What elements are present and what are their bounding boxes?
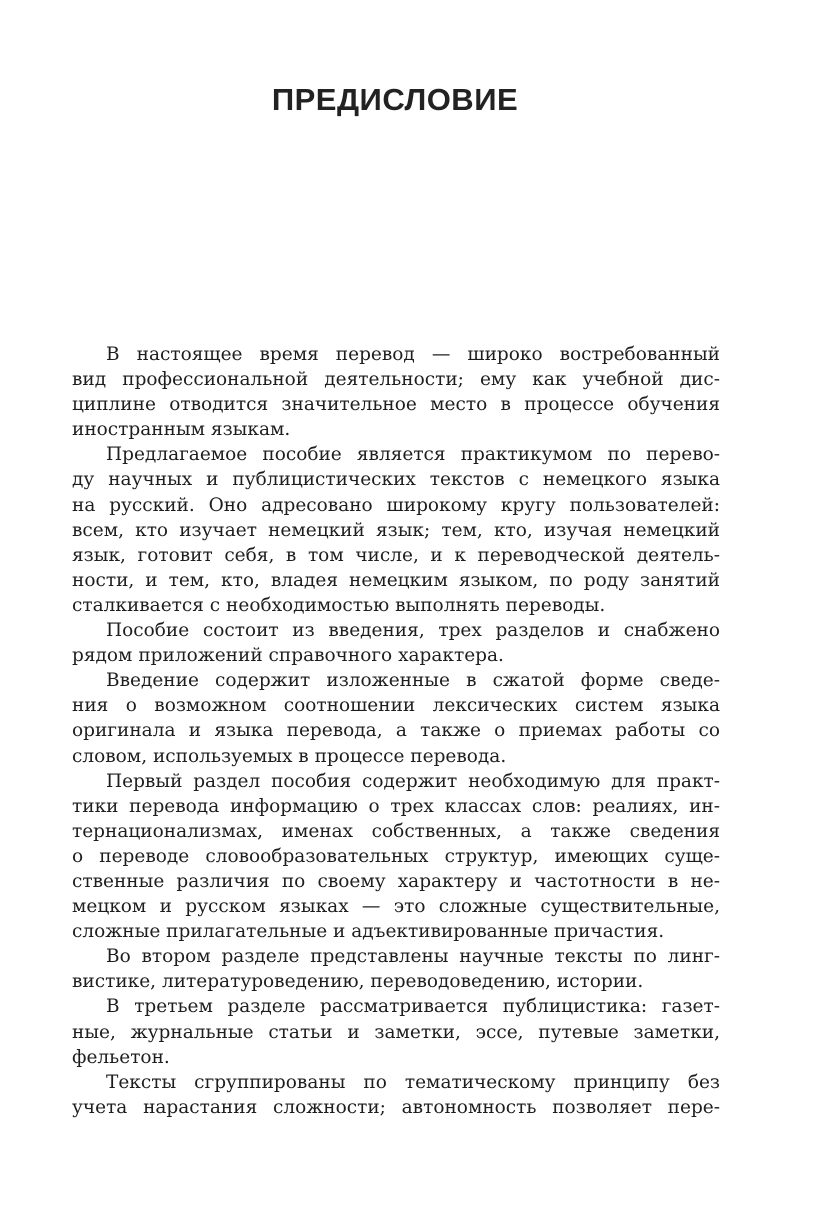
- text-line: циплине отводится значительное место в процессе обучения: [72, 394, 720, 416]
- text-line: Предлагаемое пособие является практикумом по перево-: [106, 444, 720, 466]
- text-line: фельетон.: [72, 1046, 170, 1068]
- text-line: учета нарастания сложности; автономность позволяет пере-: [72, 1096, 720, 1118]
- text-line: рядом приложений справочного характера.: [72, 645, 504, 667]
- text-line: сложные прилагательные и адъективированные причастия.: [72, 921, 665, 943]
- text-line: ственные различия по своему характеру и частотности в не-: [72, 870, 720, 892]
- text-line: Первый раздел пособия содержит необходимую для практ-: [106, 770, 720, 792]
- text-line: ния о возможном соотношении лексических систем языка: [72, 695, 720, 717]
- text-line: Пособие состоит из введения, трех разделов и снабжено: [106, 620, 720, 642]
- text-line: всем, кто изучает немецкий язык; тем, кто, изучая немецкий: [72, 519, 720, 541]
- page-title: ПРЕДИСЛОВИЕ: [271, 82, 519, 117]
- paragraph: [72, 442, 720, 618]
- text-line: вид профессиональной деятельности; ему как учебной дис-: [72, 369, 720, 391]
- text-line: мецком и русском языках — это сложные существительные,: [72, 896, 720, 918]
- text-line: Тексты сгруппированы по тематическому принципу без: [106, 1071, 720, 1093]
- body-text: [72, 342, 720, 1120]
- paragraph: [72, 944, 720, 994]
- text-line: тики перевода информацию о трех классах слов: реалиях, ин-: [72, 795, 720, 817]
- text-line: ду научных и публицистических текстов с немецкого языка: [72, 469, 720, 491]
- text-line: о переводе словообразовательных структур, имеющих суще-: [72, 845, 720, 867]
- text-line: ные, журнальные статьи и заметки, эссе, путевые заметки,: [72, 1021, 720, 1043]
- text-line: вистике, литературоведению, переводоведению, истории.: [72, 971, 644, 993]
- text-line: словом, используемых в процессе перевода.: [72, 745, 507, 767]
- text-line: Во втором разделе представлены научные тексты по линг-: [106, 946, 720, 968]
- text-line: тернационализмах, именах собственных, а также сведения: [72, 820, 720, 842]
- paragraph: [72, 994, 720, 1069]
- paragraph: [72, 1070, 720, 1120]
- text-line: на русский. Оно адресовано широкому кругу пользователей:: [72, 494, 720, 516]
- text-line: оригинала и языка перевода, а также о приемах работы со: [72, 720, 720, 742]
- text-line: В третьем разделе рассматривается публицистика: газет-: [106, 996, 720, 1018]
- text-line: сталкивается с необходимостью выполнять переводы.: [72, 594, 606, 616]
- text-line: язык, готовит себя, в том числе, и к переводческой деятель-: [72, 544, 720, 566]
- paragraph: [72, 668, 720, 768]
- paragraph: [72, 769, 720, 945]
- paragraph: [72, 342, 720, 442]
- text-line: Введение содержит изложенные в сжатой форме сведе-: [106, 670, 720, 692]
- text-line: В настоящее время перевод — широко востребованный: [106, 344, 720, 365]
- text-line: иностранным языкам.: [72, 419, 291, 441]
- paragraph: [72, 618, 720, 668]
- text-line: ности, и тем, кто, владея немецким языком, по роду занятий: [72, 569, 720, 591]
